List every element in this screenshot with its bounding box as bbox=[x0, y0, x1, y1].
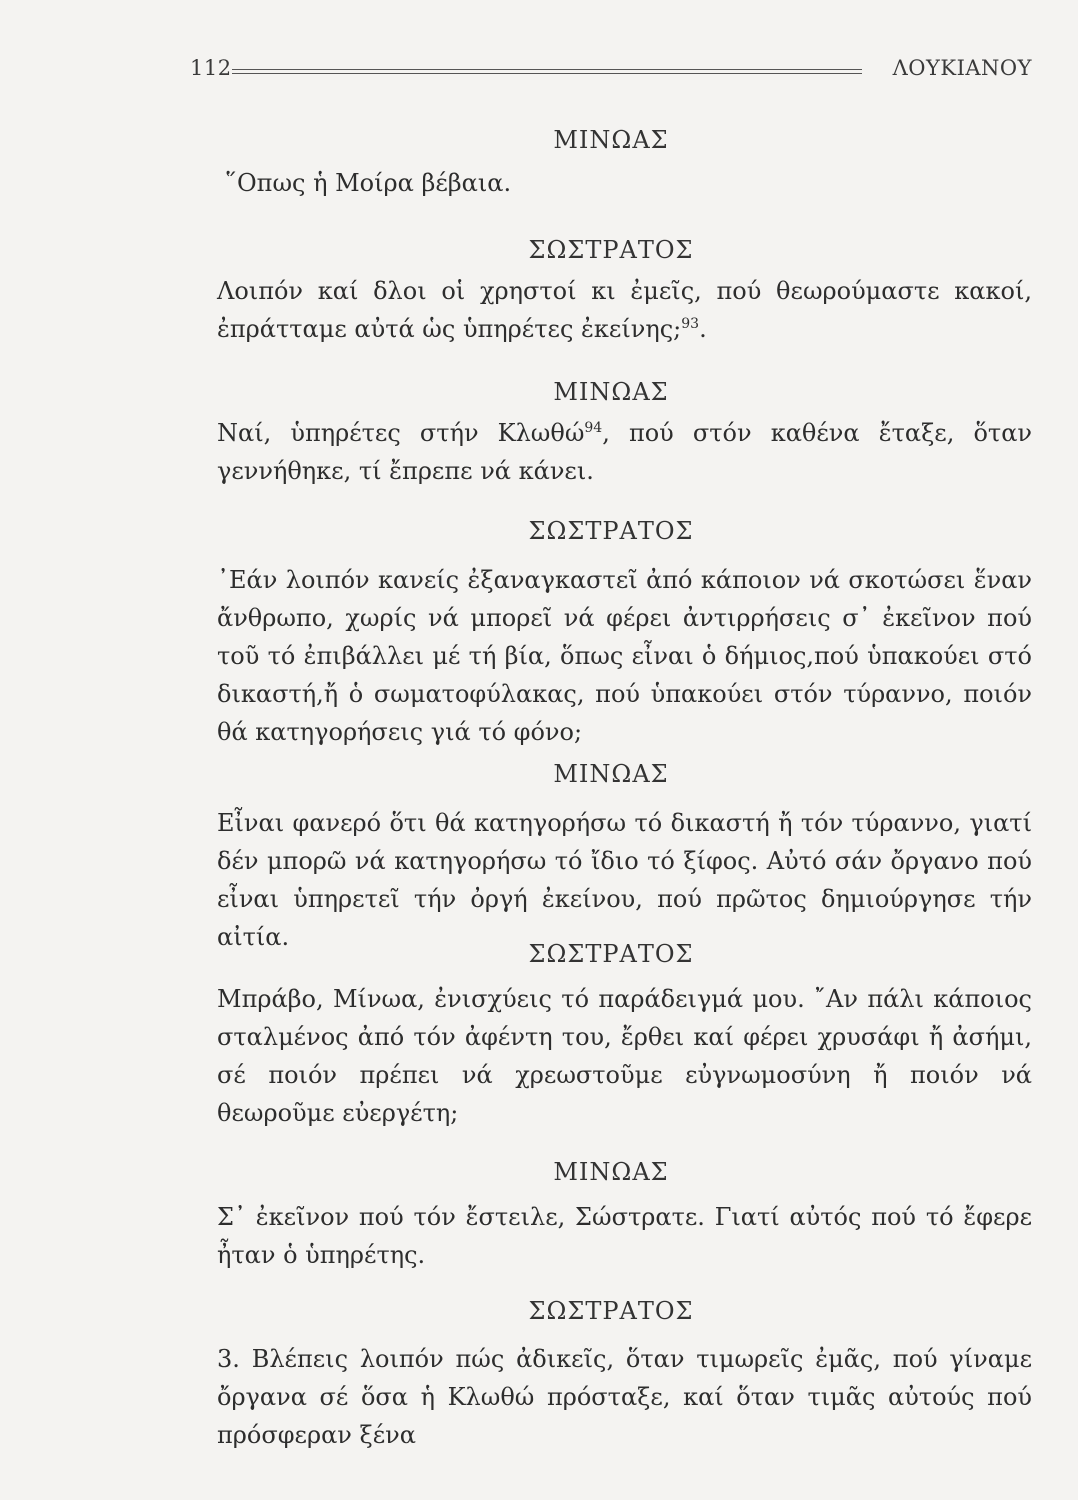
header-rule bbox=[232, 73, 862, 74]
page-number: 112 bbox=[190, 56, 232, 80]
paragraph-text: , πού στόν καθένα ἔταξε, ὅταν γεννήθηκε, τί ἔπρεπε νά κάνει. bbox=[217, 419, 1032, 485]
footnote-ref[interactable]: 93 bbox=[681, 316, 700, 332]
dialogue-paragraph: ῞Οπως ἡ Μοίρα βέβαια. bbox=[225, 169, 512, 197]
running-title: ΛΟΥΚΙΑΝΟΥ bbox=[892, 56, 1032, 80]
dialogue-paragraph: ᾿Εάν λοιπόν κανείς ἐξαναγκαστεῖ ἀπό κάποιον νά σκοτώσει ἕναν ἄνθρωπο, χωρίς νά μπορεῖ νά φέρει ἀντιρρήσεις σ᾿ ἐκεῖνον πού τοῦ τό ἐπιβάλλει μέ τή βία, ὅπως εἶναι ὁ δήμιος,πού ὑπακούει στό δικαστή,ἤ ὁ σωματοφύλακας, πού ὑπακούει στόν τύραννο, ποιόν θά κατηγορήσεις γιά τό φόνο; bbox=[217, 566, 1032, 746]
header-rule bbox=[232, 69, 862, 70]
dialogue-paragraph: Μπράβο, Μίνωα, ἐνισχύεις τό παράδειγμά μου. ῎Αν πάλι κάποιος σταλμένος ἀπό τόν ἀφέντη του, ἔρθει καί φέρει χρυσάφι ἤ ἀσήμι, σέ ποιόν πρέπει νά χρεωστοῦμε εὐγνωμοσύνη ἤ ποιόν νά θεωροῦμε εὐεργέτη; bbox=[217, 985, 1032, 1127]
paragraph-text: Ναί, ὑπηρέτες στήν Κλωθώ bbox=[217, 419, 585, 447]
dialogue-paragraph bbox=[217, 414, 1032, 490]
dialogue-paragraph bbox=[217, 272, 1032, 348]
speaker-heading: ΣΩΣΤΡΑΤΟΣ bbox=[528, 1297, 694, 1325]
dialogue-paragraph: Σ᾿ ἐκεῖνον πού τόν ἔστειλε, Σώστρατε. Γιατί αὐτός πού τό ἔφερε ἦταν ὁ ὑπηρέτης. bbox=[217, 1203, 1032, 1269]
paragraph-text: Λοιπόν καί δλοι οἱ χρηστοί κι ἐμεῖς, πού θεωρούμαστε κακοί, ἐπράτταμε αὐτά ὡς ὑπηρέτες ἐκείνης; bbox=[217, 277, 1032, 343]
footnote-ref[interactable]: 94 bbox=[584, 420, 603, 436]
speaker-heading: ΜΙΝΩΑΣ bbox=[553, 378, 669, 406]
dialogue-paragraph: Εἶναι φανερό ὅτι θά κατηγορήσω τό δικαστή ἤ τόν τύραννο, γιατί δέν μπορῶ νά κατηγορήσω τό ἴδιο τό ξίφος. Αὐτό σάν ὄργανο πού εἶναι ὑπηρετεῖ τήν ὀργή ἐκείνου, πού πρῶτος δημιούργησε τήν αἰτία. bbox=[217, 809, 1032, 951]
speaker-heading: ΜΙΝΩΑΣ bbox=[553, 126, 669, 154]
dialogue-paragraph: 3. Βλέπεις λοιπόν πώς ἀδικεῖς, ὅταν τιμωρεῖς ἐμᾶς, πού γίναμε ὄργανα σέ ὅσα ἡ Κλωθώ πρόσταξε, καί ὅταν τιμᾶς αὐτούς πού πρόσφεραν ξένα bbox=[217, 1345, 1032, 1449]
speaker-heading: ΜΙΝΩΑΣ bbox=[553, 760, 669, 788]
paragraph-text: . bbox=[699, 315, 707, 343]
speaker-heading: ΣΩΣΤΡΑΤΟΣ bbox=[528, 517, 694, 545]
speaker-heading: ΜΙΝΩΑΣ bbox=[553, 1158, 669, 1186]
page-header bbox=[190, 52, 1032, 86]
speaker-heading: ΣΩΣΤΡΑΤΟΣ bbox=[528, 940, 694, 968]
speaker-heading: ΣΩΣΤΡΑΤΟΣ bbox=[528, 236, 694, 264]
